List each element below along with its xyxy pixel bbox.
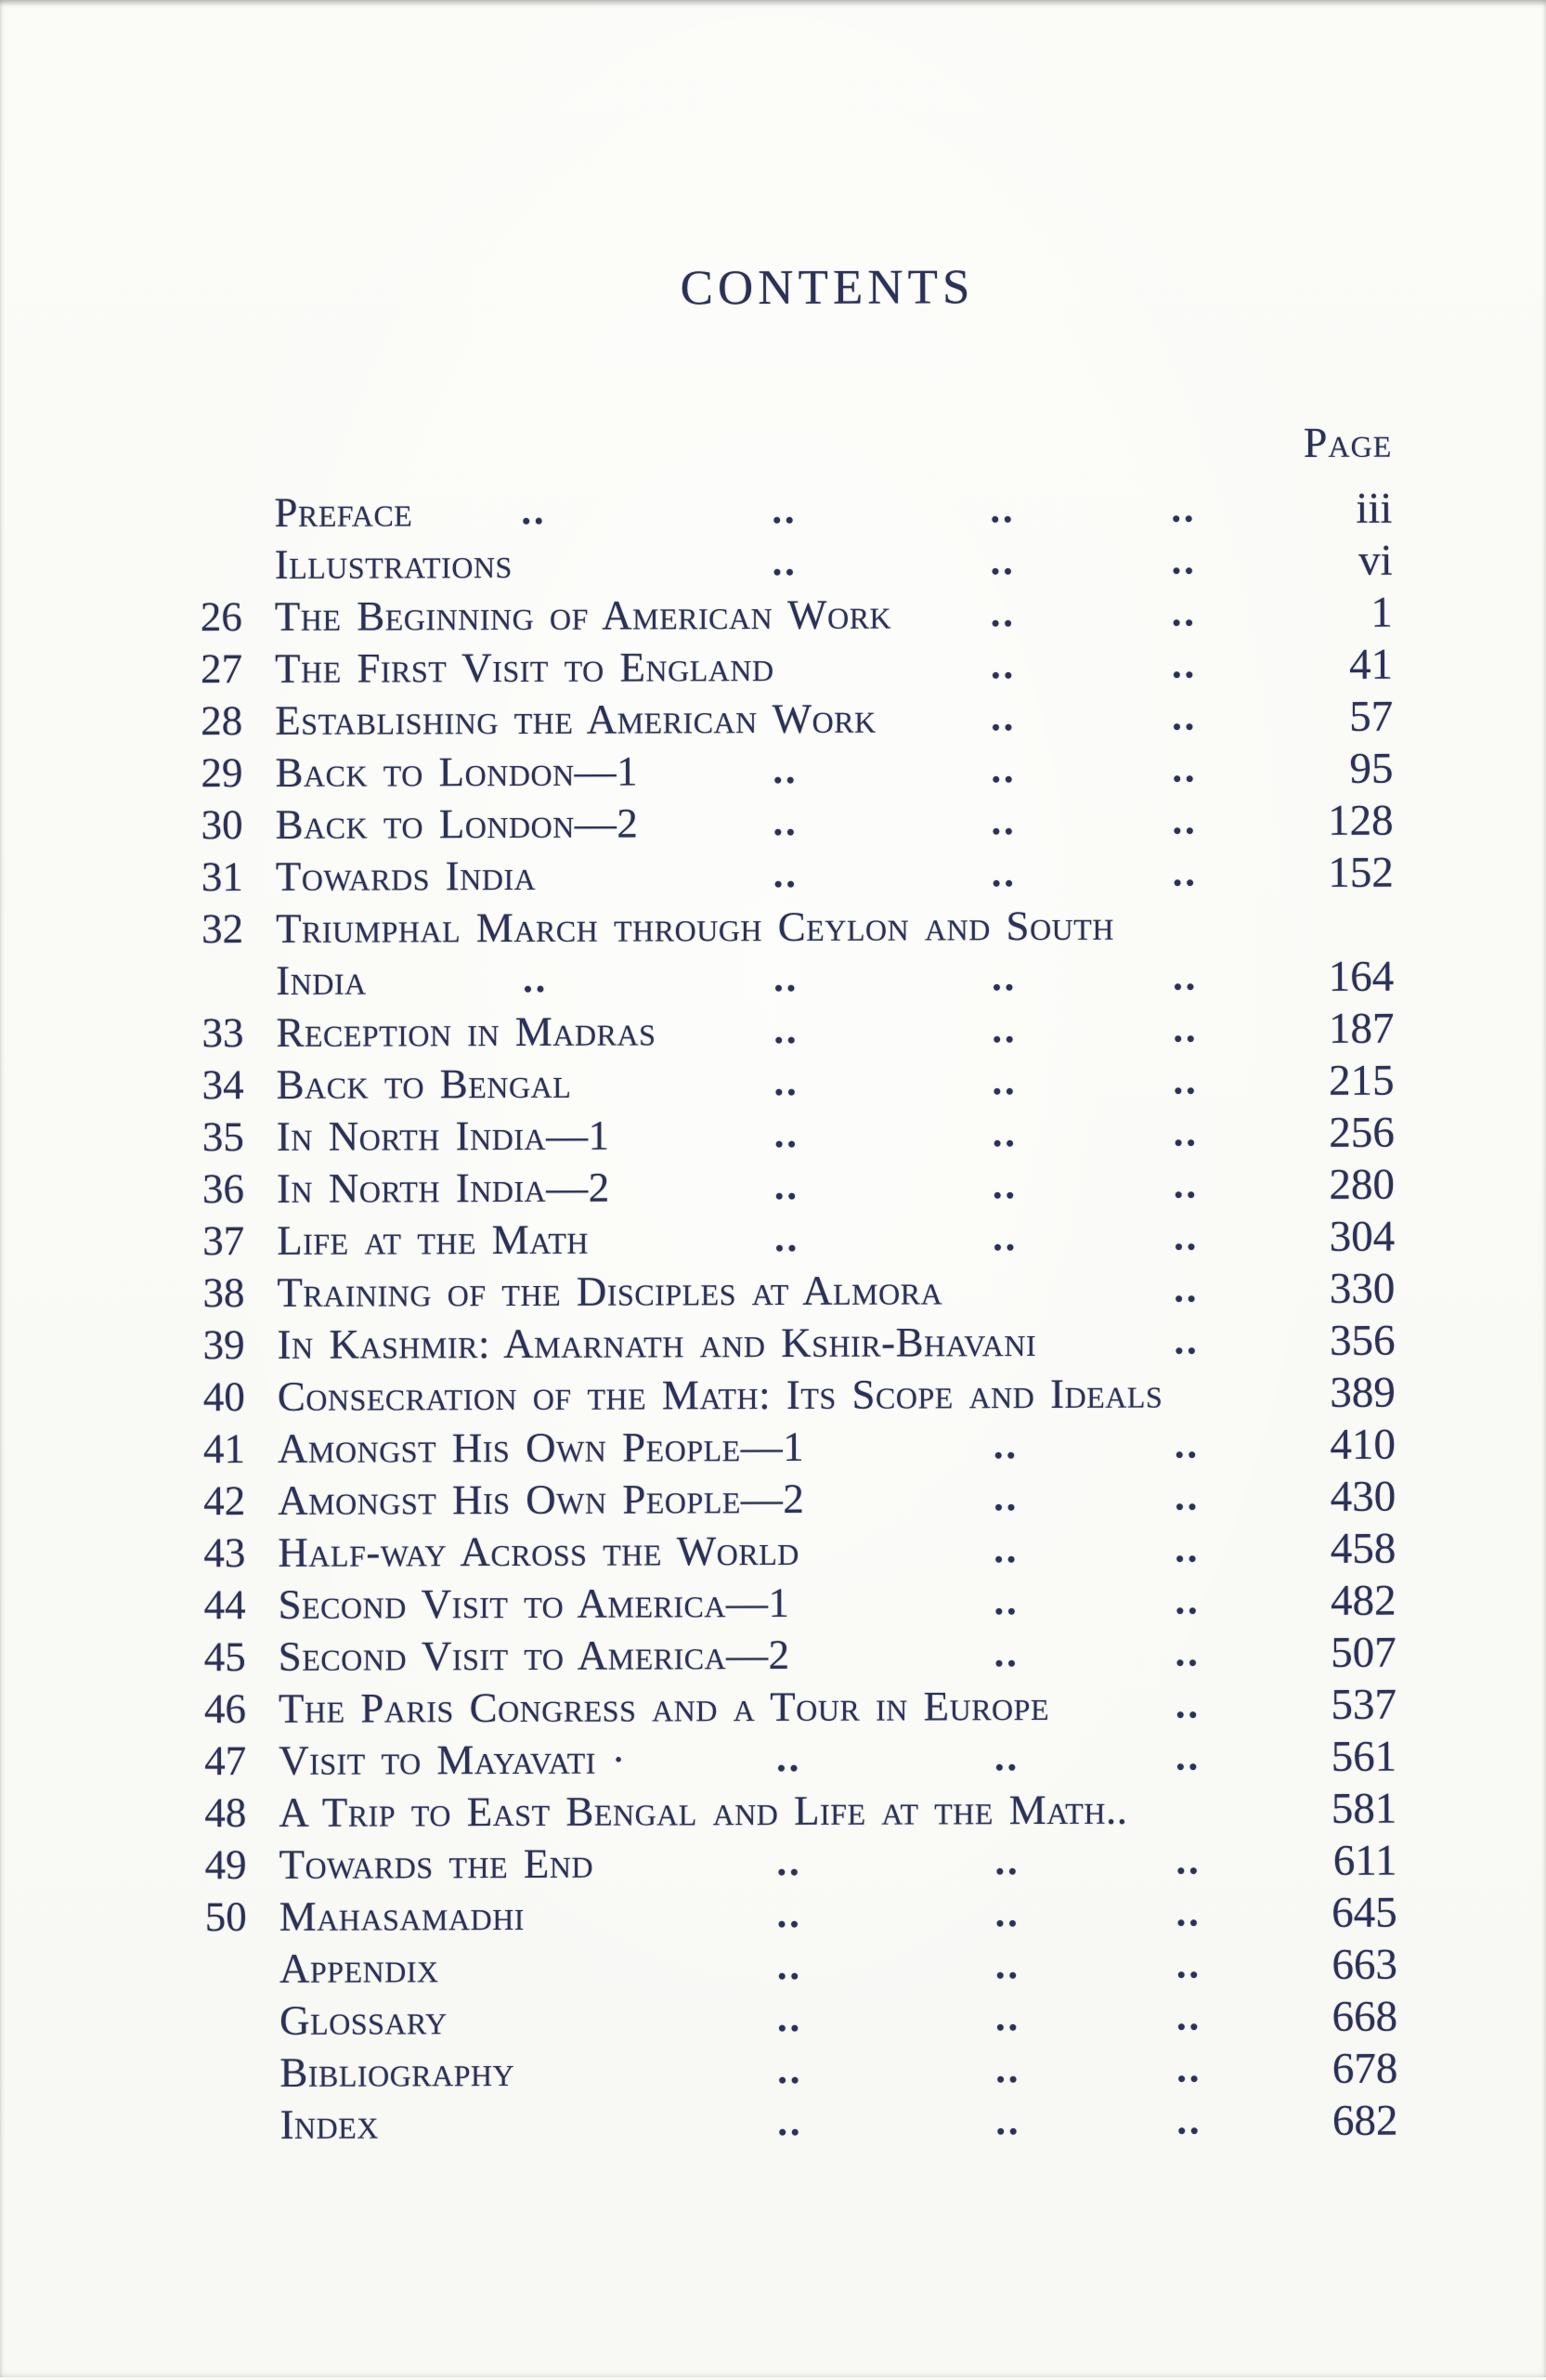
chapter-number (0, 955, 243, 956)
chapter-number: 26 (200, 592, 242, 641)
chapter-number: 29 (201, 748, 243, 797)
page-number: 668 (1332, 1992, 1398, 2041)
toc-row (1, 1366, 1546, 1424)
dot-leader: .. (1175, 1684, 1202, 1727)
dot-leader: .. (1172, 800, 1198, 843)
chapter-title: Second Visit to America—2 (278, 1631, 790, 1680)
toc-row (1, 1574, 1546, 1632)
dot-leader: .. (995, 1996, 1021, 2040)
toc-row (0, 1210, 1546, 1268)
page-number (1234, 899, 1394, 900)
chapter-title: Establishing the American Work (275, 695, 877, 744)
dot-leader: .. (994, 1840, 1020, 1884)
dot-leader: .. (991, 852, 1017, 896)
dot-leader: .. (1174, 1320, 1200, 1363)
dot-leader: .. (1174, 1268, 1200, 1311)
toc-row (0, 1106, 1546, 1164)
chapter-number: 37 (202, 1216, 245, 1265)
toc-row (0, 1262, 1546, 1320)
page-number: 256 (1329, 1108, 1395, 1157)
chapter-title: Reception in Madras (276, 1008, 656, 1056)
chapter-title: Appendix (279, 1944, 439, 1992)
dot-leader: .. (777, 1996, 803, 2040)
page-number: 611 (1332, 1836, 1397, 1885)
dot-leader: .. (773, 800, 799, 844)
dot-leader: .. (1171, 644, 1198, 687)
chapter-title: Second Visit to America—1 (278, 1579, 790, 1628)
dot-leader: .. (1175, 1632, 1201, 1675)
toc-row (0, 690, 1544, 748)
dot-leader: .. (776, 1736, 802, 1780)
chapter-title: Towards the End (279, 1840, 594, 1888)
chapter-number: 42 (203, 1476, 246, 1525)
chapter-title: The First Visit to England (274, 643, 774, 692)
chapter-number: 41 (202, 1424, 246, 1473)
dot-leader: .. (993, 1216, 1019, 1260)
dot-leader: .. (1175, 1476, 1201, 1519)
dot-leader: .. (1171, 488, 1197, 531)
page-number: 507 (1331, 1628, 1397, 1677)
contents-title: CONTENTS (680, 260, 975, 316)
page-number: vi (1358, 536, 1393, 585)
chapter-number: 45 (203, 1632, 246, 1681)
toc-row (1, 1470, 1546, 1528)
page-number: 430 (1330, 1472, 1397, 1521)
page-number: 682 (1332, 2096, 1398, 2145)
page-number: 280 (1329, 1160, 1396, 1209)
chapter-title: Illustrations (274, 540, 513, 588)
page-number: 410 (1330, 1420, 1397, 1469)
dot-leader: .. (776, 1944, 803, 1988)
chapter-title: Back to London—2 (275, 800, 639, 848)
page-number: 482 (1330, 1576, 1397, 1625)
chapter-number: 34 (201, 1060, 244, 1109)
toc-row (0, 1314, 1546, 1372)
dot-leader: .. (777, 2100, 803, 2144)
chapter-number: 44 (203, 1580, 246, 1629)
page-number: 164 (1328, 952, 1395, 1001)
chapter-title: Mahasamadhi (279, 1892, 526, 1940)
chapter-title: In Kashmir: Amarnath and Kshir-Bhavani (277, 1319, 1037, 1368)
chapter-number: 36 (201, 1164, 245, 1213)
toc-row (3, 1990, 1546, 2048)
dot-leader: .. (990, 488, 1016, 532)
dot-leader: .. (773, 1060, 799, 1104)
dot-leader: .. (773, 748, 799, 792)
toc-row (3, 1886, 1546, 1944)
dot-leader: .. (994, 1892, 1020, 1936)
chapter-title: The Beginning of American Work (274, 591, 892, 640)
dot-leader: .. (992, 956, 1018, 1000)
dot-leader: .. (993, 1424, 1020, 1468)
dot-leader: .. (994, 1476, 1020, 1520)
toc-row (0, 586, 1544, 644)
dot-leader: .. (523, 957, 549, 1001)
page-number: 57 (1349, 692, 1394, 741)
chapter-number (3, 1995, 247, 1996)
toc-row (0, 638, 1544, 696)
toc-row (2, 1782, 1546, 1840)
toc-row (1, 1522, 1546, 1580)
chapter-number: 30 (201, 800, 243, 849)
page-number: 95 (1349, 744, 1394, 793)
toc-row (0, 1054, 1546, 1112)
page-number: 41 (1348, 640, 1394, 689)
chapter-number: 28 (201, 696, 243, 745)
dot-leader: .. (772, 488, 798, 532)
dot-leader: .. (992, 1008, 1018, 1052)
dot-leader: .. (772, 540, 798, 584)
chapter-number (3, 1943, 247, 1944)
dot-leader: .. (773, 1112, 799, 1156)
page-number: 330 (1329, 1264, 1396, 1313)
toc-row (3, 1938, 1546, 1996)
page-number: 152 (1328, 848, 1394, 897)
dot-leader: .. (776, 1892, 802, 1936)
dot-leader: .. (1175, 1528, 1201, 1571)
dot-leader: .. (1171, 592, 1197, 635)
page-number: 356 (1329, 1316, 1396, 1365)
dot-leader: .. (992, 1060, 1018, 1104)
chapter-number: 43 (203, 1528, 246, 1577)
dot-leader: .. (994, 1580, 1020, 1624)
page-number: 663 (1332, 1940, 1398, 1989)
dot-leader: .. (995, 2048, 1021, 2092)
toc-row (2, 1834, 1546, 1892)
dot-leader: .. (777, 2048, 803, 2092)
chapter-number: 32 (201, 904, 244, 953)
dot-leader: .. (1172, 852, 1198, 895)
page-number: 389 (1330, 1368, 1396, 1417)
dot-leader: .. (994, 1944, 1021, 1988)
chapter-number: 27 (200, 644, 243, 693)
dot-leader: .. (992, 1164, 1019, 1208)
dot-leader: .. (1176, 2048, 1202, 2091)
chapter-number: 46 (203, 1684, 247, 1733)
chapter-number: 38 (202, 1268, 245, 1317)
dot-leader: .. (994, 1736, 1020, 1780)
page-number: 561 (1331, 1732, 1397, 1781)
chapter-title: In North India—1 (276, 1112, 610, 1160)
toc-row (0, 1002, 1545, 1060)
toc-row (2, 1730, 1546, 1788)
dot-leader: .. (991, 800, 1017, 844)
chapter-number (0, 487, 241, 488)
chapter-title: India (276, 956, 367, 1004)
dot-leader: .. (994, 1528, 1020, 1572)
dot-leader: .. (1174, 1216, 1200, 1259)
page-number: 1 (1371, 588, 1393, 637)
dot-leader: .. (1176, 1944, 1202, 1987)
chapter-title: Bibliography (279, 2048, 515, 2096)
chapter-number: 35 (201, 1112, 244, 1161)
dot-leader: .. (991, 696, 1017, 740)
dot-leader: .. (1176, 1736, 1202, 1779)
toc-row (2, 1678, 1546, 1736)
dot-leader: .. (990, 540, 1016, 584)
toc-row (3, 2042, 1546, 2100)
dot-leader: .. (1172, 748, 1198, 791)
page-number: 128 (1328, 796, 1394, 845)
dot-leader: .. (1176, 1892, 1202, 1935)
dot-leader: .. (990, 592, 1016, 636)
dot-leader: .. (774, 1216, 800, 1260)
toc-list (0, 482, 1546, 2152)
page-number: 645 (1332, 1888, 1397, 1937)
chapter-number: 39 (202, 1320, 245, 1369)
page-number: 304 (1329, 1212, 1396, 1261)
chapter-title: Index (279, 2100, 379, 2148)
chapter-title: Visit to Mayavati · (279, 1736, 627, 1784)
toc-row (0, 482, 1544, 540)
dot-leader: .. (992, 1112, 1018, 1156)
dot-leader: .. (994, 1632, 1020, 1676)
page-number: iii (1356, 484, 1393, 533)
toc-row (0, 1158, 1546, 1216)
dot-leader: .. (991, 748, 1017, 792)
chapter-title: Training of the Disciples at Almora (277, 1267, 943, 1316)
dot-leader: .. (773, 852, 799, 896)
page-number: 581 (1331, 1784, 1397, 1833)
chapter-title: A Trip to East Bengal and Life at the Math.. (279, 1786, 1128, 1836)
chapter-title: Preface (274, 488, 413, 536)
chapter-title: The Paris Congress and a Tour in Europe (278, 1682, 1050, 1732)
dot-leader: .. (1171, 540, 1197, 583)
chapter-title: In North India—2 (276, 1164, 610, 1212)
page-number: 215 (1329, 1056, 1395, 1105)
chapter-number: 49 (204, 1840, 247, 1889)
dot-leader: .. (773, 1164, 800, 1208)
dot-leader: .. (1173, 956, 1199, 999)
chapter-title: Half-way Across the World (278, 1527, 799, 1576)
dot-leader: .. (1172, 696, 1198, 739)
chapter-title: Glossary (279, 1996, 448, 2044)
dot-leader: .. (1173, 1008, 1199, 1051)
chapter-title: Back to Bengal (276, 1060, 572, 1108)
dot-leader: .. (521, 489, 547, 533)
page-number: 458 (1330, 1524, 1397, 1573)
chapter-title: Towards India (275, 852, 537, 900)
chapter-title: Back to London—1 (275, 748, 639, 796)
chapter-title: Consecration of the Math: Its Scope and Ideals (277, 1370, 1163, 1420)
chapter-title: Life at the Math (277, 1216, 590, 1264)
toc-row (0, 742, 1545, 800)
dot-leader: .. (1173, 1164, 1200, 1207)
chapter-number: 31 (201, 852, 243, 901)
dot-leader: .. (776, 1840, 802, 1884)
page-number: 678 (1332, 2044, 1398, 2093)
dot-leader: .. (1173, 1060, 1199, 1103)
chapter-number: 50 (204, 1892, 247, 1941)
dot-leader: .. (773, 956, 799, 1000)
chapter-number: 47 (204, 1736, 247, 1785)
toc-row (0, 846, 1545, 904)
chapter-title: Amongst His Own People—1 (277, 1423, 805, 1472)
chapter-number (0, 539, 242, 540)
toc-row (2, 1626, 1546, 1684)
dot-leader: .. (1175, 1580, 1201, 1623)
chapter-title: Amongst His Own People—2 (278, 1475, 805, 1524)
dot-leader: .. (990, 644, 1017, 688)
chapter-number: 48 (204, 1788, 247, 1837)
chapter-number (3, 2047, 247, 2048)
chapter-title: Triumphal March through Ceylon and South (275, 902, 1114, 952)
dot-leader: .. (1173, 1112, 1199, 1155)
toc-row (3, 2094, 1546, 2152)
chapter-number: 33 (201, 1008, 244, 1057)
toc-row (0, 534, 1544, 592)
dot-leader: .. (995, 2100, 1021, 2144)
dot-leader: .. (1174, 1424, 1201, 1467)
toc-row (0, 898, 1545, 956)
toc-row (0, 794, 1545, 852)
dot-leader: .. (1176, 1996, 1202, 2039)
page-column-header: Page (1303, 418, 1393, 467)
page-number: 537 (1331, 1680, 1397, 1729)
toc-row (1, 1418, 1546, 1476)
dot-leader: .. (1176, 2100, 1202, 2143)
dot-leader: .. (1176, 1840, 1202, 1883)
chapter-number: 40 (202, 1372, 245, 1421)
dot-leader: .. (773, 1008, 799, 1052)
chapter-number (3, 2099, 247, 2100)
page-number: 187 (1328, 1004, 1395, 1053)
toc-row (0, 950, 1545, 1008)
